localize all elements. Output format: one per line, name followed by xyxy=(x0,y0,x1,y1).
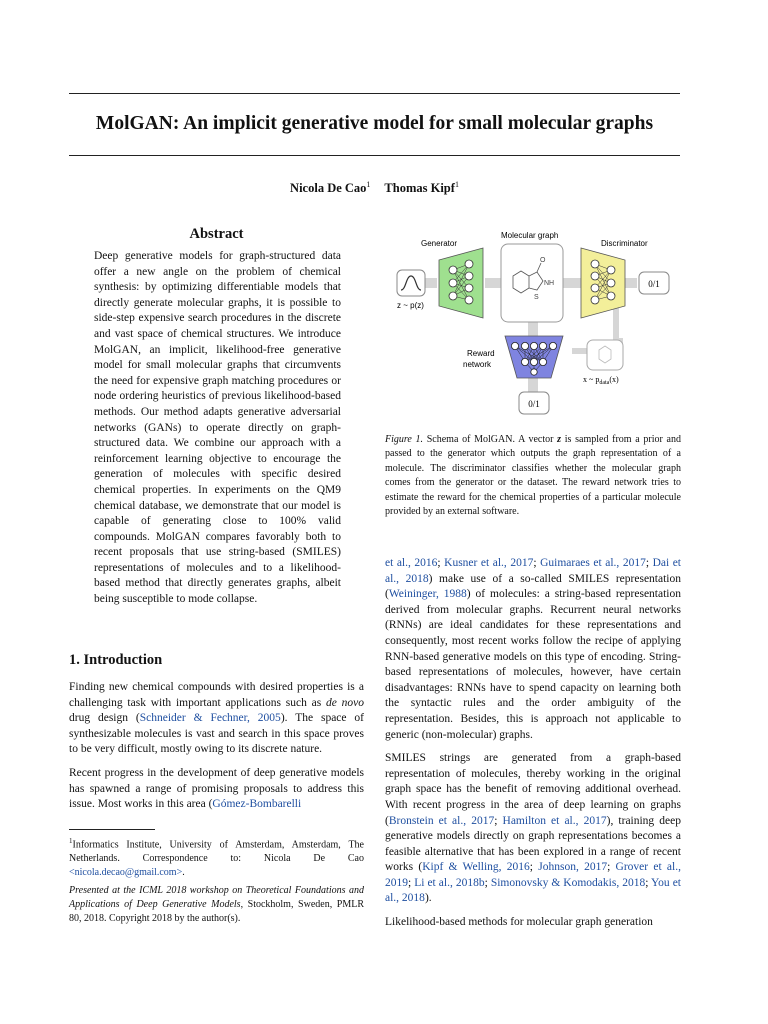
author-name: Thomas Kipf xyxy=(384,181,455,196)
citation-link[interactable]: Kipf & Welling, 2016 xyxy=(422,861,530,874)
intro-paragraph: Finding new chemical compounds with desired properties is a challenging task with important applications such as de novo drug design (Schneider & Fechner, 2005). The space of synthesizable molecules is vast and search in this space proves to be very difficult, mostly owing to its discrete nature. xyxy=(69,681,365,756)
body-paragraph: et al., 2016; Kusner et al., 2017; Guimaraes et al., 2017; Dai et al., 2018) make use of a so-called SMILES representation (Weininger, 1988) of molecules: a string-based representation derived from molecular graphs. Recurrent neural networks (RNNs) are ideal candidates for these representations and consequently, most recent works follow the recipe of applying RNN-based generative models on this type of encoding. String-based representations of molecules, however, have certain disadvantages: RNNs have to spend capacity on learning both the syntactic rules and the order ambiguity of the representation. Besides, this is approach not applicable to generic (non-molecular) graphs. xyxy=(385,557,681,741)
top-rule xyxy=(69,93,680,94)
atom-label: S xyxy=(534,294,539,301)
data-sample-box xyxy=(587,340,623,370)
citation-link[interactable]: Li et al., 2018b xyxy=(414,876,485,889)
intro-paragraph: Recent progress in the development of deep generative models has spawned a range of promising proposals to address this issue. Most works in this area (Gómez-Bombarelli xyxy=(69,766,364,811)
citation-link[interactable]: Guimaraes et al., 2017 xyxy=(540,557,646,569)
discriminator-output-label: 0/1 xyxy=(648,279,660,289)
figure-caption: Figure 1. Schema of MolGAN. A vector z is sampled from a prior and passed to the generator which outputs the graph representation of a molecule. The discriminator classifies whether the molecular graph comes from the generator or the dataset. The reward network tries to estimate the reward for the chemical properties of a particular molecule provided by an external software. xyxy=(385,434,681,518)
footnote-rule xyxy=(69,829,155,830)
title-bottom-rule xyxy=(69,155,680,156)
data-distribution-label: x ~ $p_{data}(x)$ xyxy=(583,375,619,386)
affiliation-footnote: $^1$Informatics Institute, University of Amsterdam, Amsterdam, The Netherlands. Correspondence to: Nicola De Cao <nicola.decao@gmail.com>. xyxy=(69,837,364,879)
citation-link[interactable]: Schneider & Fechner, 2005 xyxy=(139,712,281,725)
reward-network xyxy=(505,336,563,378)
citation-link[interactable]: Kusner et al., 2017 xyxy=(444,557,534,569)
workshop-note: Presented at the ICML 2018 workshop on Theoretical Foundations and Applications of Deep Generative Models, Stockholm, Sweden, PMLR 80, 2018. Copyright 2018 by the author(s). xyxy=(69,885,364,924)
discriminator-label: Discriminator xyxy=(601,239,648,248)
paper-title: MolGAN: An implicit generative model for small molecular graphs xyxy=(95,113,654,134)
citation-link[interactable]: Johnson, 2017 xyxy=(538,861,608,874)
abstract-heading: Abstract xyxy=(189,226,244,242)
citation-link[interactable]: You et al., 2018 xyxy=(385,876,682,905)
atom-label: NH xyxy=(544,280,555,287)
noise-label: z ~ p(z) xyxy=(397,301,424,310)
reward-label: network xyxy=(463,360,492,369)
reward-output-label: 0/1 xyxy=(528,399,540,409)
discriminator-network xyxy=(581,248,625,318)
molgan-schema-figure xyxy=(387,226,681,426)
reward-label: Reward xyxy=(467,349,495,358)
abstract-text: Deep generative models for graph-structured data offer a new angle on the problem of chemical synthesis: by optimizing differentiable models that directly generate molecular graphs, it is possible to side-step expensive search procedures in the discrete and vast space of chemical structures. We introduce MolGAN, an implicit, likelihood-free generative model for small molecular graphs that circumvents the need for expensive graph matching procedures or node ordering heuristics of previous likelihood-based methods. Our method adapts generative adversarial networks (GANs) to operate directly on graph-structured data. We combine our approach with a reinforcement learning objective to encourage the generation of molecules with specific desired chemical properties. In experiments on the QM9 chemical database, we demonstrate that our model is capable of generating close to 100% valid compounds. MolGAN compares favorably both to recent proposals that use string-based (SMILES) representations of molecules and to a likelihood-based method that directly generates graphs, albeit being susceptible to mode collapse. xyxy=(94,250,341,606)
citation-link[interactable]: Bronstein et al., 2017 xyxy=(388,814,495,827)
citation-link[interactable]: Grover et al., 2019 xyxy=(385,861,681,889)
left-column-body xyxy=(69,680,364,821)
section-heading-introduction: 1. Introduction xyxy=(69,652,163,668)
generator-network xyxy=(439,248,483,318)
citation-link[interactable]: Weininger, 1988 xyxy=(388,588,467,601)
author-list xyxy=(69,180,680,196)
citation-link[interactable]: Dai et al., 2018 xyxy=(385,557,681,585)
generator-label: Generator xyxy=(421,239,458,248)
citation-link[interactable]: Gómez-Bombarelli xyxy=(212,798,302,811)
citation-link[interactable]: et al., 2016 xyxy=(385,557,438,569)
citation-link[interactable]: Simonovsky & Komodakis, 2018 xyxy=(490,876,646,889)
email-link[interactable]: <nicola.decao@gmail.com> xyxy=(69,867,183,879)
molecular-graph-label: Molecular graph xyxy=(501,231,559,240)
citation-link[interactable]: Hamilton et al., 2017 xyxy=(502,814,607,827)
affiliation-mark: 1 xyxy=(366,180,371,189)
author-name: Nicola De Cao xyxy=(290,181,367,196)
body-paragraph: Likelihood-based methods for molecular graph generation xyxy=(385,916,653,929)
noise-prior-box xyxy=(397,270,425,296)
body-paragraph: SMILES strings are generated from a graph-based representation of molecules, thereby working in the original graph space has the benefit of removing additional overhead. With recent progress in the area of deep learning on graphs (Bronstein et al., 2017; Hamilton et al., 2017), training deep generative models directly on graph representations becomes a feasible alternative that has been explored in a range of recent works (Kipf & Welling, 2016; Johnson, 2017; Grover et al., 2019; Li et al., 2018b; Simonovsky & Komodakis, 2018; You et al., 2018). xyxy=(385,752,682,905)
affiliation-mark: 1 xyxy=(454,180,459,189)
atom-label: O xyxy=(540,257,546,264)
right-column-body xyxy=(385,556,681,939)
